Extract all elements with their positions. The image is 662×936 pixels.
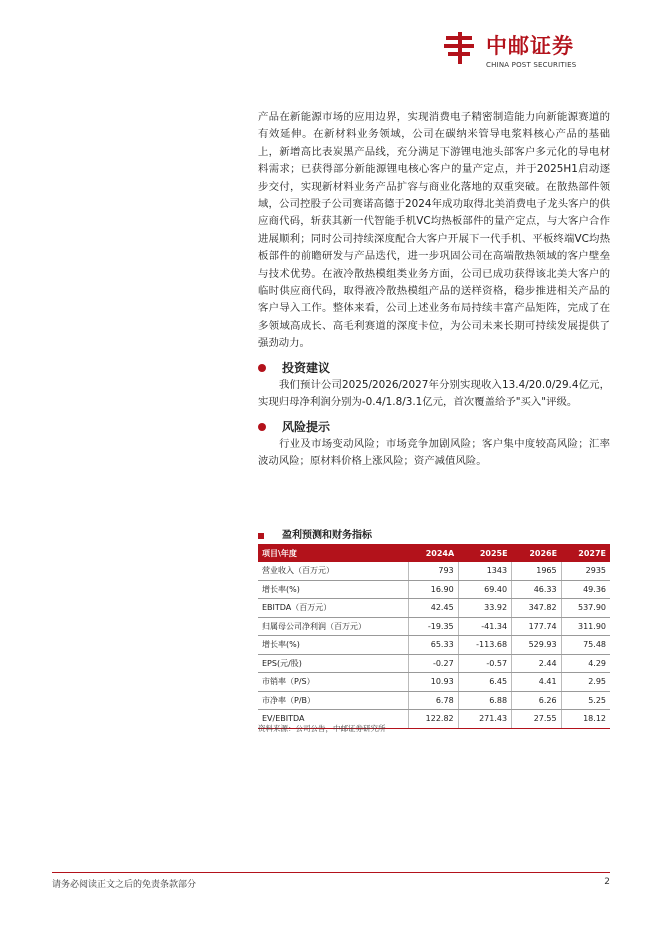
table-cell: 65.33 [409, 636, 459, 655]
footer-disclaimer: 请务必阅读正文之后的免责条款部分 [52, 880, 197, 890]
table-cell: 增长率(%) [258, 636, 409, 655]
body-paragraph: 产品在新能源市场的应用边界，实现消费电子精密制造能力向新能源赛道的有效延伸。在新材料业务领域，公司在碳纳米管导电浆料核心产品的基础上，新增高比表炭黑产品线，充分满足下游锂电池头部客户多元化的导电材料需求；已获得部分新能源锂电核心客户的量产定点，并于2025H1启动逐步交付，实现新材料业务产品扩容与商业化落地的双重突破。在散热部件领域，公司控股子公司赛诺高德于2024年成功取得北美消费电子龙头客户的供应商代码，斩获其新一代智能手机VC均热板部件的量产定点，与大客户合作进展顺利；同时公司持续深度配合大客户开展下一代手机、平板终端VC均热板部件的前瞻研发与产品迭代，进一步巩固公司在高端散热领域的客户壁垒与技术优势。在液冷散热模组类业务方面，公司已成功获得该北美大客户的临时供应商代码，取得液冷散热模组产品的送样资格，稳步推进相关产品的客户导入工作。整体来看，公司上述业务布局持续丰富产品矩阵，完成了在多领域高成长、高毛利赛道的深度卡位，为公司未来长期可持续发展提供了强劲动力。 [258, 111, 610, 350]
table-row [258, 636, 610, 655]
table-row [258, 599, 610, 618]
table-cell: 6.78 [409, 691, 459, 710]
brand-logo [442, 28, 602, 78]
bullet-square-icon [258, 533, 264, 539]
risk-section-heading [258, 418, 610, 436]
table-cell: 16.90 [409, 580, 459, 599]
brand-name-cn: 中邮证券 [486, 34, 574, 58]
table-cell: 347.82 [512, 599, 562, 618]
invest-title: 投资建议 [282, 360, 331, 375]
table-cell: 2.95 [561, 673, 610, 692]
bullet-dot-icon [258, 364, 266, 372]
bullet-dot-icon [258, 423, 266, 431]
invest-paragraph: 我们预计公司2025/2026/2027年分别实现收入13.4/20.0/29.4亿元，实现归母净利润分别为-0.4/1.8/3.1亿元，首次覆盖给予"买入"评级。 [258, 378, 610, 409]
table-row [258, 654, 610, 673]
table-cell: 市净率（P/B） [258, 691, 409, 710]
table-cell: EBITDA（百万元） [258, 599, 409, 618]
china-post-logo-icon [442, 30, 478, 66]
table-row [258, 562, 610, 580]
table-cell: 18.12 [561, 710, 610, 729]
table-cell: 10.93 [409, 673, 459, 692]
table-cell: 市销率（P/S） [258, 673, 409, 692]
table-cell: 69.40 [458, 580, 511, 599]
table-header-cell: 2026E [512, 544, 562, 562]
table-cell: 311.90 [561, 617, 610, 636]
risk-title: 风险提示 [282, 419, 331, 434]
table-row [258, 617, 610, 636]
table-cell: 122.82 [409, 710, 459, 729]
invest-section-heading [258, 359, 610, 377]
table-cell: 4.41 [512, 673, 562, 692]
table-row [258, 673, 610, 692]
table-cell: 529.93 [512, 636, 562, 655]
table-cell: 5.25 [561, 691, 610, 710]
table-cell: 4.29 [561, 654, 610, 673]
table-cell: 75.48 [561, 636, 610, 655]
table-cell: 537.90 [561, 599, 610, 618]
table-header-cell: 2025E [458, 544, 511, 562]
table-cell: 2935 [561, 562, 610, 580]
table-cell: 2.44 [512, 654, 562, 673]
table-cell: EPS(元/股) [258, 654, 409, 673]
table-cell: 增长率(%) [258, 580, 409, 599]
table-cell: 6.26 [512, 691, 562, 710]
page-number: 2 [604, 877, 610, 887]
footer-divider [52, 872, 610, 873]
table-header-cell: 2024A [409, 544, 459, 562]
table-row [258, 580, 610, 599]
report-body [258, 109, 610, 470]
table-cell: -41.34 [458, 617, 511, 636]
table-cell: 42.45 [409, 599, 459, 618]
table-cell: 归属母公司净利润（百万元） [258, 617, 409, 636]
table-cell: 6.45 [458, 673, 511, 692]
table-cell: 6.88 [458, 691, 511, 710]
brand-name-en: CHINA POST SECURITIES [486, 61, 577, 69]
financial-table [258, 544, 610, 729]
table-header-cell: 项目\年度 [258, 544, 409, 562]
table-cell: -0.27 [409, 654, 459, 673]
table-title-text: 盈利预测和财务指标 [282, 530, 372, 541]
table-cell: 49.36 [561, 580, 610, 599]
table-cell: -113.68 [458, 636, 511, 655]
table-row [258, 691, 610, 710]
table-cell: 27.55 [512, 710, 562, 729]
table-cell: 46.33 [512, 580, 562, 599]
table-cell: 1965 [512, 562, 562, 580]
table-title [258, 528, 610, 544]
table-header-row [258, 544, 610, 562]
table-cell: 793 [409, 562, 459, 580]
table-cell: 营业收入（百万元） [258, 562, 409, 580]
table-cell: EV/EBITDA [258, 710, 409, 729]
risk-paragraph: 行业及市场变动风险；市场竞争加剧风险；客户集中度较高风险；汇率波动风险；原材料价格上涨风险；资产减值风险。 [258, 437, 610, 467]
table-cell: 271.43 [458, 710, 511, 729]
table-cell: 1343 [458, 562, 511, 580]
table-header-cell: 2027E [561, 544, 610, 562]
table-source-note: 资料来源：公司公告，中邮证券研究所 [258, 724, 386, 733]
table-cell: -19.35 [409, 617, 459, 636]
table-cell: 177.74 [512, 617, 562, 636]
table-cell: 33.92 [458, 599, 511, 618]
table-cell: -0.57 [458, 654, 511, 673]
